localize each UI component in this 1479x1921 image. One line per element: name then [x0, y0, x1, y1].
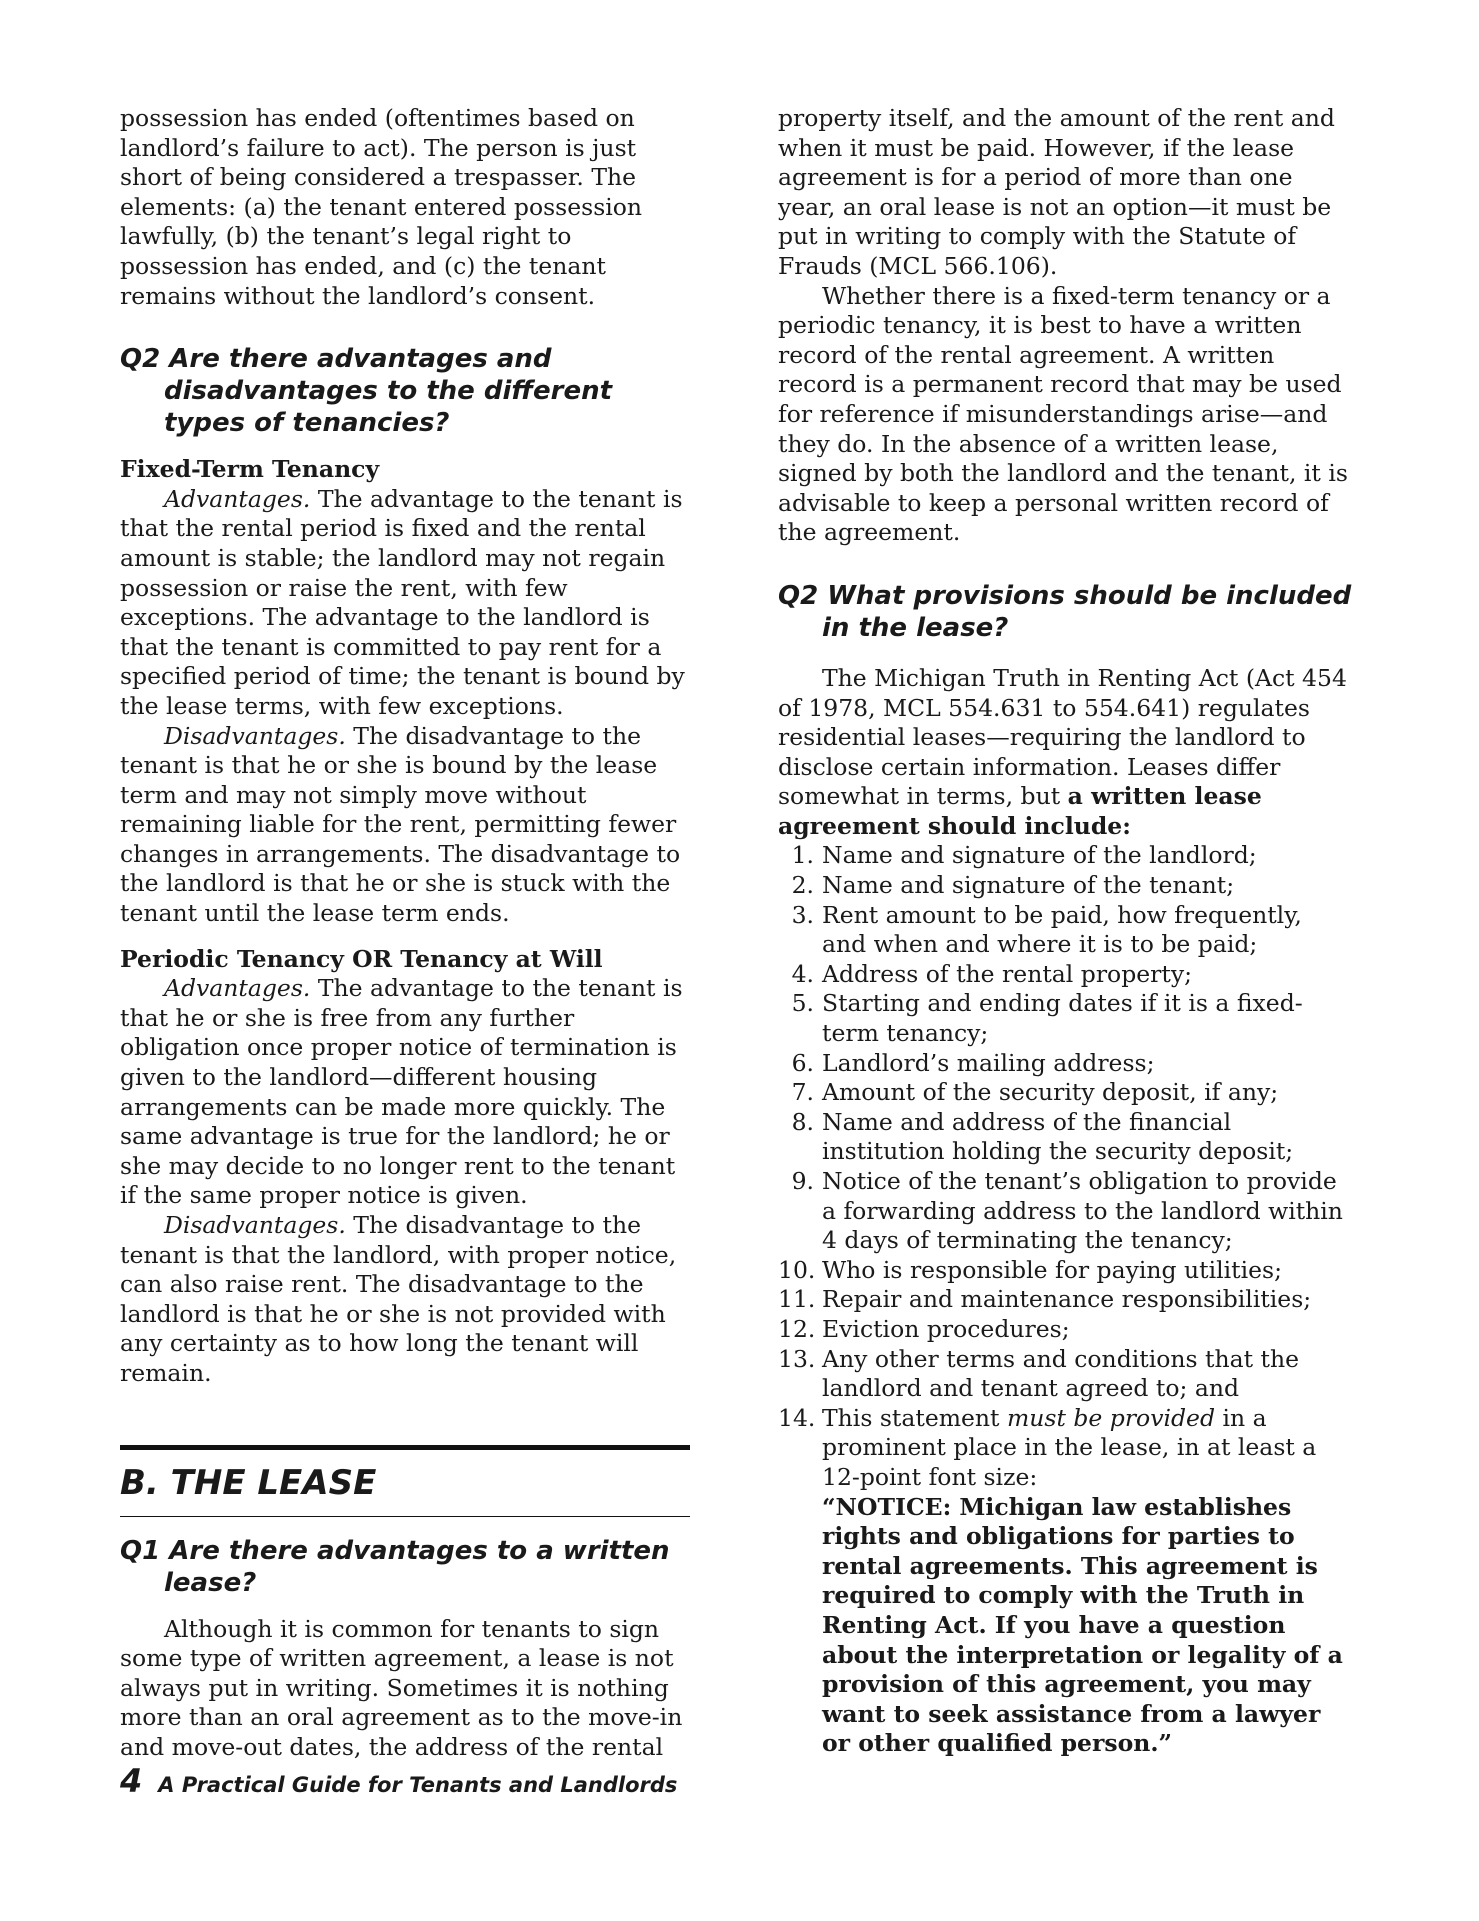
- disadvantages-text: The disadvantage to the tenant is that he or she is bound by the lease term and may not simply move without remaining liable for the rent, permitting fewer changes in arrangements. The disadvantage to the landlord is that he or she is stuck with the tenant until the lease term ends.: [120, 721, 681, 928]
- advantages-text: The advantage to the tenant is that the rental period is fixed and the rental amount is stable; the landlord may not regain possession or raise the rent, with few exceptions. The advantage to the landlord is that the tenant is committed to pay rent for a specified period of time; the tenant is bound by the lease terms, with few exceptions.: [120, 484, 685, 720]
- q1-written-lease-heading: Q1 Are there advantages to a written lease?: [120, 1535, 670, 1598]
- item-number: 6.: [791, 1048, 814, 1077]
- item-text: Amount of the security deposit, if any;: [822, 1078, 1279, 1107]
- page-number: 4: [120, 1762, 143, 1800]
- item-number: 5.: [791, 989, 814, 1018]
- periodic-advantages: [120, 974, 690, 1211]
- section-rule-bottom: [120, 1516, 690, 1517]
- advantages-label: Advantages.: [164, 484, 311, 513]
- advantages-text: The advantage to the tenant is that he or she is free from any further obligation once proper notice of termination is given to the landlord—different housing arrangements can be made more quickly. The same advantage is true for the landlord; he or she may decide to no longer rent to the tenant if the same proper notice is given.: [120, 974, 683, 1210]
- item14-post: in a prominent place in the lease, in at least a 12-point font size:: [822, 1403, 1317, 1491]
- right-column: [778, 104, 1353, 1759]
- truth-in-renting-paragraph: [778, 664, 1353, 842]
- item-number: 14.: [778, 1403, 816, 1432]
- disadvantages-label: Disadvantages.: [164, 721, 346, 750]
- item-number: 8.: [791, 1107, 814, 1136]
- item-text: Name and signature of the tenant;: [822, 871, 1235, 900]
- list-item: [778, 1285, 1353, 1315]
- provisions-list: [778, 841, 1353, 1403]
- item-number: 12.: [778, 1314, 816, 1343]
- item-text: Rent amount to be paid, how frequently, and when and where it is to be paid;: [822, 900, 1302, 959]
- periodic-subheading: Periodic Tenancy OR Tenancy at Will: [120, 944, 603, 973]
- item-number: 2.: [791, 871, 814, 900]
- truth-text: The Michigan Truth in Renting Act (Act 454 of 1978, MCL 554.631 to 554.641) regulates residential leases—requiring the landlord to disclose certain information. Leases differ somewhat in terms, but: [778, 663, 1347, 811]
- continued-paragraph: property itself, and the amount of the rent and when it must be paid. However, if the lease agreement is for a period of more than one year, an oral lease is not an option—it must be put in writing to comply with the Statute of Frauds (MCL 566.106).: [778, 104, 1335, 280]
- disadvantages-text: The disadvantage to the tenant is that the landlord, with proper notice, can also raise rent. The disadvantage to the landlord is that he or she is not provided with any certainty as to how long the tenant will remain.: [120, 1211, 677, 1387]
- list-item: [778, 841, 1353, 871]
- fixed-term-disadvantages: [120, 722, 690, 929]
- section-title: B. THE LEASE: [120, 1462, 377, 1503]
- fixed-term-subheading: Fixed-Term Tenancy: [120, 455, 380, 484]
- q2-tenancy-heading: Q2 Are there advantages and disadvantages to the different types of tenancies?: [120, 344, 613, 439]
- q2-provisions-heading: Q2 What provisions should be included in the lease?: [778, 580, 1352, 643]
- item-number: 13.: [778, 1344, 816, 1373]
- notice-statement: “NOTICE: Michigan law establishes rights and obligations for parties to rental agreements. This agreement is required to comply with the Truth in Renting Act. If you have a question about the interpretation or legality of a provision of this agreement, you may want to seek assistance from a lawyer or other qualified person.”: [822, 1492, 1343, 1758]
- item-text: Notice of the tenant’s obligation to provide a forwarding address to the landlord within 4 days of terminating the tenancy;: [822, 1167, 1343, 1255]
- truth-bold-text: a written lease agreement should include:: [778, 782, 1262, 840]
- item14-pre: This statement: [822, 1403, 1007, 1432]
- list-item: [778, 1078, 1353, 1108]
- item-text: Landlord’s mailing address;: [822, 1048, 1155, 1077]
- item-number: 7.: [791, 1078, 814, 1107]
- list-item: [778, 1404, 1353, 1759]
- item-text: Who is responsible for paying utilities;: [822, 1255, 1283, 1284]
- q1-paragraph: Although it is common for tenants to sign some type of written agreement, a lease is not always put in writing. Sometimes it is nothing more than an oral agreement as to the move-in and move-out dates, the address of the rental: [120, 1614, 683, 1761]
- list-item: [778, 1167, 1353, 1256]
- list-item: [778, 1315, 1353, 1345]
- item-text: Eviction procedures;: [822, 1314, 1070, 1343]
- item-text: Starting and ending dates if it is a fixed-term tenancy;: [822, 989, 1303, 1048]
- item-number: 11.: [778, 1285, 816, 1314]
- written-record-paragraph: Whether there is a fixed-term tenancy or a periodic tenancy, it is best to have a written record of the rental agreement. A written record is a permanent record that may be used for reference if misunderstandings arise—and they do. In the absence of a written lease, signed by both the landlord and the tenant, it is advisable to keep a personal written record of the agreement.: [778, 281, 1348, 547]
- item-number: 4.: [791, 959, 814, 988]
- item-number: 9.: [791, 1167, 814, 1195]
- item14-emphasis: must be provided: [1006, 1403, 1215, 1432]
- item-text: Address of the rental property;: [822, 959, 1193, 988]
- intro-paragraph: possession has ended (oftentimes based on landlord’s failure to act). The person is just short of being considered a trespasser. The elements: (a) the tenant entered possession lawfully, (b) the tenant’s legal right to possession has ended, and (c) the tenant remains without the landlord’s consent.: [120, 104, 643, 310]
- disadvantages-label: Disadvantages.: [164, 1211, 346, 1239]
- item-text: Name and signature of the landlord;: [822, 841, 1257, 870]
- list-item: [778, 960, 1353, 990]
- item-text: Name and address of the financial institution holding the security deposit;: [822, 1107, 1294, 1166]
- page-footer: [120, 1762, 677, 1800]
- fixed-term-advantages: [120, 485, 690, 722]
- provision-14: [778, 1404, 1353, 1759]
- advantages-label: Advantages.: [164, 974, 311, 1003]
- list-item: [778, 1049, 1353, 1079]
- list-item: [778, 1108, 1353, 1167]
- list-item: [778, 1256, 1353, 1286]
- item-number: 1.: [791, 841, 814, 870]
- list-item: [778, 901, 1353, 960]
- section-rule-top: [120, 1445, 690, 1450]
- footer-title: A Practical Guide for Tenants and Landlords: [158, 1773, 678, 1797]
- left-column: [120, 104, 690, 1763]
- periodic-disadvantages: [120, 1211, 690, 1389]
- item-number: 3.: [791, 900, 814, 929]
- item-text: Any other terms and conditions that the landlord and tenant agreed to; and: [822, 1344, 1300, 1403]
- list-item: [778, 989, 1353, 1048]
- list-item: [778, 871, 1353, 901]
- item-text: Repair and maintenance responsibilities;: [822, 1285, 1312, 1314]
- list-item: [778, 1345, 1353, 1404]
- item-number: 10.: [778, 1255, 816, 1284]
